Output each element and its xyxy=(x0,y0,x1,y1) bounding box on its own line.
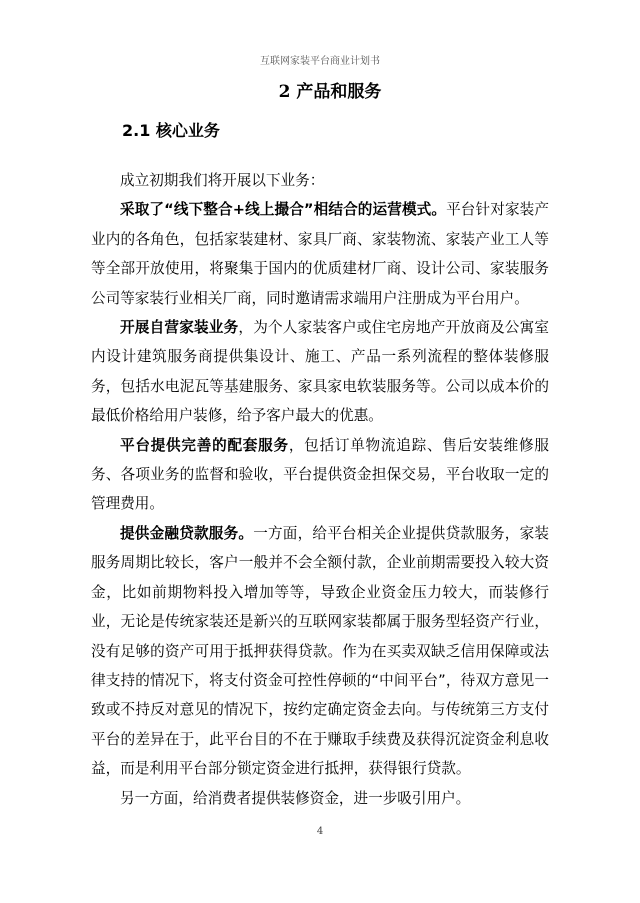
paragraph-financial-services xyxy=(91,519,549,784)
section-heading: 2 产品和服务 xyxy=(278,82,382,102)
paragraph-supporting-services xyxy=(91,431,549,519)
self-operated-lead: 开展自营家装业务 xyxy=(120,319,239,337)
page-number: 4 xyxy=(316,826,324,837)
consumer-funding-text: 另一方面，给消费者提供装修资金，进一步吸引用户。 xyxy=(120,789,471,807)
paragraph-operation-model xyxy=(91,195,549,313)
paragraph-self-operated xyxy=(91,313,549,431)
body-text xyxy=(91,166,549,813)
running-header: 互联网家装平台商业计划书 xyxy=(260,56,380,67)
supporting-services-lead-b: 配套服务 xyxy=(227,436,289,454)
supporting-services-lead-a: 平台提供完善的 xyxy=(120,436,228,454)
subsection-heading: 2.1 核心业务 xyxy=(122,121,220,140)
financial-services-text: 一方面，给平台相关企业提供贷款服务，家装服务周期比较长，客户一般并不会全额付款，企业前期需要投入较大资金，比如前期物料投入增加等等，导致企业资金压力较大，而装修行业，无论是传统家装还是新兴的互联网家装都属于服务型轻资产行业，没有足够的资产可用于抵押获得贷款。作为在买卖双缺乏信用保障或法律支持的情况下，将支付资金可控性停顿的“中间平台”，待双方意见一致或不持反对意见的情况下，按约定确定资金去向。与传统第三方支付平台的差异在于，此平台目的不在于赚取手续费及获得沉淀资金利息收益，而是利用平台部分锁定资金进行抵押，获得银行贷款。 xyxy=(91,524,549,778)
paragraph-intro xyxy=(91,166,549,195)
paragraph-consumer-funding xyxy=(91,784,549,813)
self-operated-text: ，为个人家装客户或住宅房地产开放商及公寓室内设计建筑服务商提供集设计、施工、产品一系列流程的整体装修服务，包括水电泥瓦等基建服务、家具家电软装服务等。公司以成本价的最低价格给用户装修，给予客户最大的优惠。 xyxy=(91,319,549,425)
intro-text: 成立初期我们将开展以下业务： xyxy=(120,172,325,189)
supporting-services-text: ，包括订单物流追踪、售后安装维修服务、各项业务的监督和验收，平台提供资金担保交易，平台收取一定的管理费用。 xyxy=(91,436,549,513)
operation-model-text: 平台针对家装产业内的各角色，包括家装建材、家具厂商、家装物流、家装产业工人等等全部开放使用，将聚集于国内的优质建材厂商、设计公司、家装服务公司等家装行业相关厂商，同时邀请需求端用户注册成为平台用户。 xyxy=(91,201,549,307)
financial-services-lead: 提供金融贷款服务。 xyxy=(120,524,254,542)
operation-model-lead: 采取了“线下整合+线上撮合”相结合的运营模式。 xyxy=(120,201,447,219)
